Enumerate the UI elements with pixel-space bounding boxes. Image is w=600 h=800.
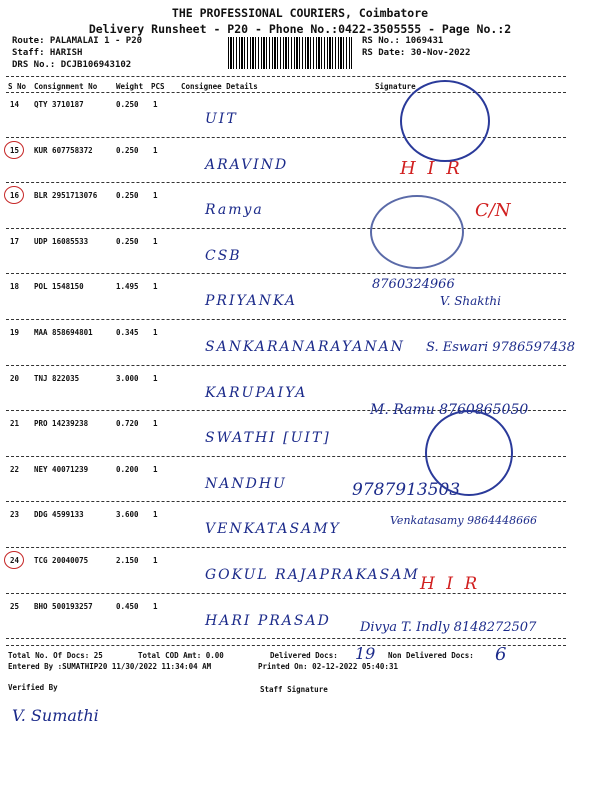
drs-number: DRS No.: DCJB106943102 — [12, 60, 132, 70]
barcode — [228, 37, 352, 69]
rs-date: RS Date: 30-Nov-2022 — [362, 48, 471, 58]
row-pcs: 1 — [153, 510, 158, 520]
institute-stamp-2 — [425, 410, 513, 496]
row-consignment: POL 1548150 — [34, 282, 84, 292]
row-sno: 14 — [10, 100, 20, 109]
row-consignee: GOKUL RAJAPRAKASAM — [205, 567, 420, 583]
row-sno: 25 — [10, 601, 20, 611]
row-sno: 16 — [10, 191, 20, 201]
handwritten-cn-16: C/N — [475, 200, 511, 221]
delivered-docs-value: 19 — [355, 644, 376, 663]
row-pcs: 1 — [153, 328, 158, 337]
row-weight: 0.450 — [116, 601, 139, 611]
row-divider — [6, 593, 566, 594]
row-weight: 0.250 — [116, 145, 139, 155]
col-pcs: PCS — [151, 82, 165, 91]
runsheet-title: THE PROFESSIONAL COURIERS, Coimbatore — [171, 6, 429, 20]
col-signature: Signature — [375, 82, 416, 91]
row-sno: 23 — [10, 510, 20, 520]
handwritten-hir-24: H I R — [420, 574, 481, 594]
header-rule-top — [6, 76, 566, 77]
institute-stamp — [400, 80, 490, 162]
row-weight: 2.150 — [116, 556, 139, 565]
row-consignee: SANKARANARAYANAN — [205, 339, 405, 355]
row-sno: 15 — [10, 145, 20, 155]
staff-signature-label: Staff Signature — [260, 685, 328, 694]
row-weight: 0.250 — [116, 191, 139, 201]
row-consignment: KUR 607758372 — [34, 145, 93, 155]
entered-by: Entered By :SUMATHIP20 11/30/2022 11:34:04 AM — [8, 662, 212, 671]
row-consignee: VENKATASAMY — [205, 521, 341, 538]
route-label: Route: PALAMALAI 1 - P20 — [12, 36, 143, 46]
row-divider — [6, 182, 566, 183]
rs-number: RS No.: 1069431 — [362, 36, 444, 46]
row-consignee: UIT — [205, 111, 238, 127]
printed-on: Printed On: 02-12-2022 05:40:31 — [258, 662, 398, 671]
handwritten-sign-25: Divya T. Indly 8148272507 — [360, 620, 537, 635]
row-pcs: 1 — [153, 191, 158, 201]
delivered-docs-label: Delivered Docs: — [270, 651, 338, 660]
row-divider — [6, 501, 566, 502]
row-sno: 21 — [10, 419, 20, 429]
staff-label: Staff: HARISH — [12, 48, 83, 58]
handwritten-phone-17: 8760324966 — [372, 277, 455, 292]
row-weight: 0.250 — [116, 100, 139, 109]
row-consignee: ARAVIND — [205, 156, 289, 173]
non-delivered-docs-value: 6 — [495, 644, 507, 665]
handwritten-sign-23: Venkatasamy 9864448666 — [390, 514, 538, 527]
row-consignee: SWATHI [UIT] — [205, 430, 331, 447]
row-weight: 0.345 — [116, 328, 139, 337]
row-divider — [6, 547, 566, 548]
col-weight: Weight — [116, 82, 144, 91]
row-weight: 0.200 — [116, 464, 139, 474]
footer-rule — [6, 645, 566, 646]
row-pcs: 1 — [153, 145, 158, 155]
row-pcs: 1 — [153, 464, 158, 474]
runsheet-subtitle: Delivery Runsheet - P20 - Phone No.:0422-3505555 - Page No.:2 — [88, 22, 512, 36]
row-consignee: CSB — [205, 247, 242, 264]
row-sno: 17 — [10, 236, 20, 246]
total-cod: Total COD Amt: 0.00 — [138, 651, 224, 660]
row-consignment: DDG 4599133 — [34, 510, 84, 520]
handwritten-sign-19: S. Eswari 9786597438 — [426, 340, 575, 355]
row-pcs: 1 — [153, 373, 158, 383]
col-consignment: Consignment No — [34, 82, 98, 91]
row-pcs: 1 — [153, 419, 158, 429]
col-consignee: Consignee Details — [181, 82, 258, 91]
verified-by-label: Verified By — [8, 683, 58, 692]
row-divider — [6, 273, 566, 274]
handwritten-sign-18: V. Shakthi — [440, 294, 501, 308]
row-consignee: HARI PRASAD — [205, 612, 331, 629]
row-weight: 0.720 — [116, 419, 139, 429]
row-consignment: TCG 20040075 — [34, 556, 89, 565]
col-sno: S No — [8, 82, 27, 91]
non-delivered-docs-label: Non Delivered Docs: — [388, 651, 474, 660]
row-sno: 22 — [10, 464, 20, 474]
row-consignment: UDP 16085533 — [34, 236, 89, 246]
row-pcs: 1 — [153, 282, 158, 292]
row-circle-mark — [4, 141, 24, 159]
row-pcs: 1 — [153, 100, 158, 109]
row-consignment: BHO 500193257 — [34, 601, 93, 611]
row-divider — [6, 228, 566, 229]
row-divider — [6, 365, 566, 366]
row-pcs: 1 — [153, 556, 158, 565]
round-stamp — [370, 195, 464, 269]
row-weight: 0.250 — [116, 236, 139, 246]
row-weight: 1.495 — [116, 282, 139, 292]
header-rule-bottom — [6, 92, 566, 93]
row-consignment: BLR 2951713076 — [34, 191, 98, 201]
verifier-signature: V. Sumathi — [12, 706, 99, 725]
row-sno: 18 — [10, 282, 20, 292]
row-divider — [6, 319, 566, 320]
row-pcs: 1 — [153, 236, 158, 246]
row-sno: 20 — [10, 373, 20, 383]
row-consignment: MAA 858694801 — [34, 328, 93, 337]
handwritten-sign-22: 9787913503 — [352, 480, 461, 500]
row-pcs: 1 — [153, 601, 158, 611]
row-circle-mark — [4, 186, 24, 204]
row-weight: 3.000 — [116, 373, 139, 383]
row-consignment: TNJ 822035 — [34, 373, 80, 383]
row-consignee: Ramya — [205, 202, 264, 219]
row-consignment: PRO 14239238 — [34, 419, 89, 429]
handwritten-hir-15: H I R — [400, 158, 463, 179]
row-sno: 24 — [10, 556, 20, 565]
row-consignee: PRIYANKA — [205, 293, 298, 310]
row-weight: 3.600 — [116, 510, 139, 520]
handwritten-sign-20: M. Ramu 8760865050 — [370, 402, 529, 418]
row-divider — [6, 638, 566, 639]
total-docs: Total No. Of Docs: 25 — [8, 651, 103, 660]
row-consignment: QTY 3710187 — [34, 100, 84, 109]
row-sno: 19 — [10, 328, 20, 337]
row-circle-mark — [4, 551, 24, 569]
row-consignee: KARUPAIYA — [205, 384, 308, 401]
row-consignment: NEY 40071239 — [34, 464, 89, 474]
row-consignee: NANDHU — [205, 475, 287, 492]
